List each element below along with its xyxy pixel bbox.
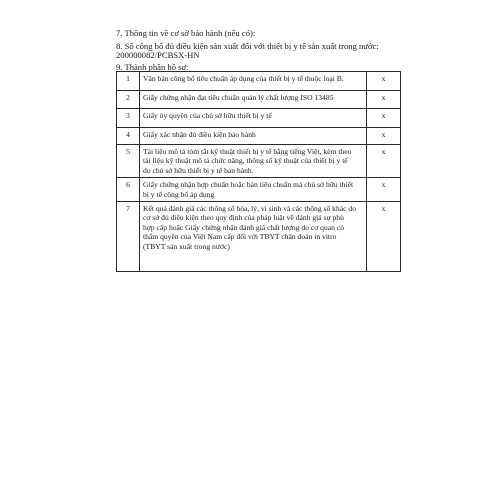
table-row (117, 178, 401, 202)
row-number: 7 (117, 202, 140, 272)
production-eligibility-label: 8. Số công bố đủ điều kiện sản xuất đối với thiết bị y tế sản xuất trong nước: (116, 41, 379, 51)
row-number: 6 (117, 178, 140, 202)
table-row (117, 109, 401, 128)
table-row (117, 128, 401, 145)
row-number: 2 (117, 91, 140, 109)
checked-mark: x (367, 202, 401, 272)
document-description: Giấy chứng nhận đạt tiêu chuẩn quản lý chất lượng ISO 13485 (140, 91, 367, 109)
checked-mark: x (367, 178, 401, 202)
row-number: 3 (117, 109, 140, 128)
checked-mark: x (367, 145, 401, 178)
table-row (117, 202, 401, 272)
production-eligibility-number: 200000082/PCBSX-HN (116, 50, 200, 60)
checked-mark: x (367, 109, 401, 128)
checked-mark: x (367, 91, 401, 109)
dossier-components-heading: 9. Thành phần hồ sơ: (116, 62, 189, 72)
row-number: 5 (117, 145, 140, 178)
document-description: Tài liệu mô tả tóm tắt kỹ thuật thiết bị y tế bằng tiếng Việt, kèm theo tài liệu kỹ thuật mô tả chức năng, thông số kỹ thuật của thiết bị y tế do chủ sở hữu thiết bị y tế ban hành. (140, 145, 367, 178)
row-number: 1 (117, 72, 140, 91)
table-row (117, 72, 401, 91)
document-description: Giấy xác nhận đủ điều kiện bảo hành (140, 128, 367, 145)
row-number: 4 (117, 128, 140, 145)
document-description: Giấy ủy quyền của chủ sở hữu thiết bị y tế (140, 109, 367, 128)
checked-mark: x (367, 72, 401, 91)
document-description: Giấy chứng nhận hợp chuẩn hoặc bản tiêu chuẩn mà chủ sở hữu thiết bị y tế công bố áp dụng (140, 178, 367, 202)
table-row (117, 91, 401, 109)
checked-mark: x (367, 128, 401, 145)
table-row (117, 145, 401, 178)
warranty-facility-line: 7. Thông tin về cơ sở bảo hành (nếu có): (116, 28, 256, 38)
document-description: Văn bản công bố tiêu chuẩn áp dụng của thiết bị y tế thuộc loại B. (140, 72, 367, 91)
document-description: Kết quả đánh giá các thông số hóa, lý, vi sinh và các thông số khác do cơ sở đủ điều kiện theo quy định của pháp luật về đánh giá sự phù hợp cấp hoặc Giấy chứng nhận đánh giá chất lượng do cơ quan có thẩm quyền của Việt Nam cấp đối với TBYT chẩn đoán in vitro (TBYT sản xuất trong nước) (140, 202, 367, 272)
dossier-components-table (116, 71, 401, 272)
